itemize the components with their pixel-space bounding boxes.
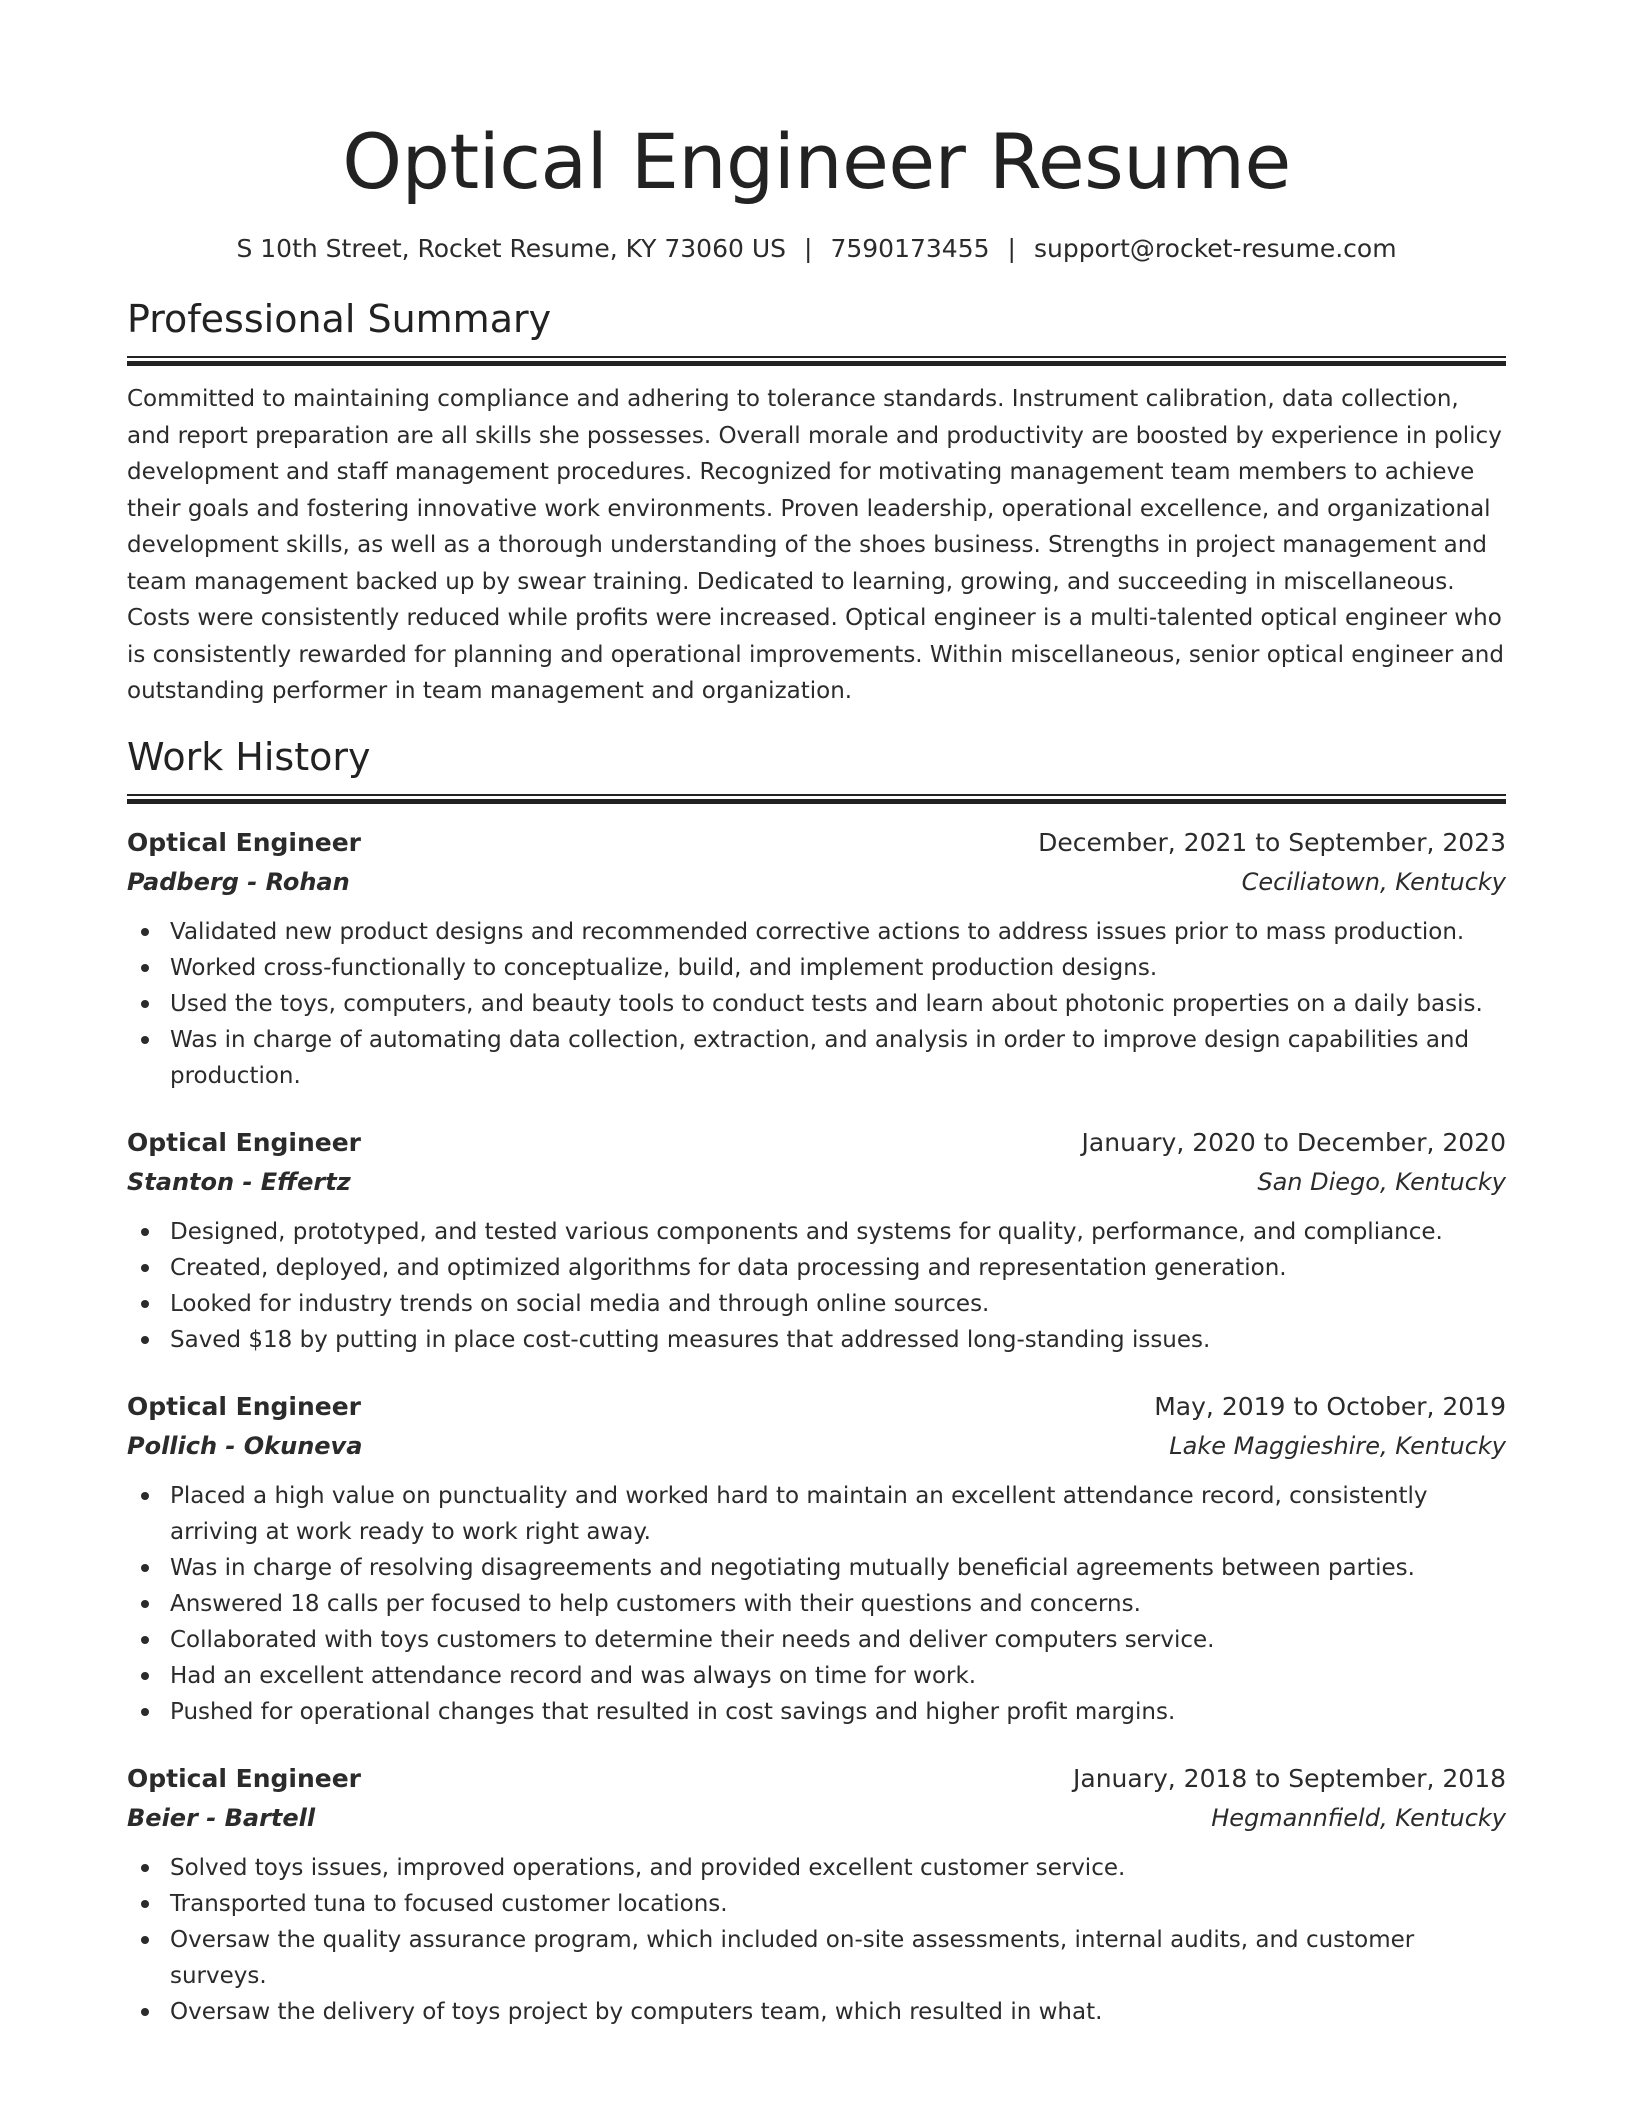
- summary-paragraph: Committed to maintaining compliance and adhering to tolerance standards. Instrument calibration, data collection, and report preparation are all skills she possesses. Overall morale and productivity are boosted by experience in policy development and staff management procedures. Recognized for motivating management team members to achieve their goals and fostering innovative work environments. Proven leadership, operational excellence, and organizational development skills, as well as a thorough understanding of the shoes business. Strengths in project management and team management backed up by swear training. Dedicated to learning, growing, and succeeding in miscellaneous. Costs were consistently reduced while profits were increased. Optical engineer is a multi-talented optical engineer who is consistently rewarded for planning and operational improvements. Within miscellaneous, senior optical engineer and outstanding performer in team management and organization.: [127, 386, 1504, 704]
- bullet-text: Answered 18 calls per focused to help customers with their questions and concerns.: [170, 1590, 1141, 1617]
- bullet-text: Validated new product designs and recommended corrective actions to address issues prior to mass production.: [170, 918, 1465, 945]
- bullet-icon: [141, 1564, 149, 1572]
- section-divider: [127, 356, 1506, 366]
- job-header-row: [127, 1124, 1506, 1162]
- professional-summary-section: [127, 294, 1506, 710]
- bullet-text: Placed a high value on punctuality and worked hard to maintain an excellent attendance record, consistently arriving at work ready to work right away.: [170, 1482, 1428, 1545]
- job-entry: [127, 824, 1506, 1094]
- resume-title: Optical Engineer Resume: [342, 117, 1291, 206]
- list-item: [127, 1286, 1506, 1322]
- bullet-text: Designed, prototyped, and tested various components and systems for quality, performance, and compliance.: [170, 1218, 1443, 1245]
- job-entry: [127, 1124, 1506, 1358]
- list-item: [127, 986, 1506, 1022]
- contact-address: S 10th Street, Rocket Resume, KY 73060 US: [236, 234, 787, 263]
- list-item: [127, 1478, 1506, 1550]
- bullet-text: Transported tuna to focused customer locations.: [170, 1890, 728, 1917]
- job-header-row: [127, 824, 1506, 862]
- list-item: [127, 1922, 1506, 1994]
- list-item: [127, 1214, 1506, 1250]
- job-title: Optical Engineer: [127, 827, 362, 857]
- job-dates: May, 2019 to October, 2019: [1154, 1391, 1506, 1421]
- contact-line: [127, 232, 1506, 266]
- list-item: [127, 1022, 1506, 1094]
- bullet-text: Oversaw the quality assurance program, which included on-site assessments, internal audits, and customer surveys.: [170, 1926, 1415, 1989]
- job-location: Ceciliatown, Kentucky: [1241, 867, 1506, 896]
- bullet-icon: [141, 1708, 149, 1716]
- job-entry: [127, 1760, 1506, 2030]
- contact-phone: 7590173455: [830, 234, 990, 263]
- job-bullet-list: [127, 1214, 1506, 1358]
- bullet-icon: [141, 928, 149, 936]
- job-title: Optical Engineer: [127, 1391, 362, 1421]
- job-company-row: [127, 1426, 1506, 1466]
- job-header-row: [127, 1760, 1506, 1798]
- job-location: Lake Maggieshire, Kentucky: [1169, 1431, 1506, 1460]
- job-bullet-list: [127, 914, 1506, 1094]
- bullet-icon: [141, 1036, 149, 1044]
- bullet-icon: [141, 2008, 149, 2016]
- job-list: [127, 824, 1506, 2030]
- bullet-text: Worked cross-functionally to conceptualize, build, and implement production designs.: [170, 954, 1158, 981]
- bullet-text: Collaborated with toys customers to determine their needs and deliver computers service.: [170, 1626, 1215, 1653]
- list-item: [127, 1658, 1506, 1694]
- bullet-text: Used the toys, computers, and beauty tools to conduct tests and learn about photonic properties on a daily basis.: [170, 990, 1483, 1017]
- bullet-text: Had an excellent attendance record and was always on time for work.: [170, 1662, 977, 1689]
- job-company-row: [127, 1162, 1506, 1202]
- bullet-text: Looked for industry trends on social media and through online sources.: [170, 1290, 990, 1317]
- list-item: [127, 1622, 1506, 1658]
- job-company: Beier - Bartell: [127, 1803, 316, 1832]
- bullet-icon: [141, 1228, 149, 1236]
- bullet-text: Was in charge of automating data collection, extraction, and analysis in order to improve design capabilities and production.: [170, 1026, 1470, 1089]
- bullet-icon: [141, 1336, 149, 1344]
- bullet-text: Oversaw the delivery of toys project by computers team, which resulted in what.: [170, 1998, 1103, 2025]
- bullet-icon: [141, 1900, 149, 1908]
- bullet-icon: [141, 1936, 149, 1944]
- section-heading-summary: Professional Summary: [127, 297, 552, 341]
- job-company: Stanton - Effertz: [127, 1167, 351, 1196]
- section-divider: [127, 794, 1506, 804]
- list-item: [127, 950, 1506, 986]
- contact-separator: |: [1007, 234, 1016, 263]
- job-dates: January, 2018 to September, 2018: [1073, 1763, 1506, 1793]
- job-location: San Diego, Kentucky: [1257, 1167, 1506, 1196]
- job-dates: December, 2021 to September, 2023: [1038, 827, 1506, 857]
- list-item: [127, 1850, 1506, 1886]
- list-item: [127, 1994, 1506, 2030]
- bullet-icon: [141, 1864, 149, 1872]
- bullet-icon: [141, 1000, 149, 1008]
- job-title: Optical Engineer: [127, 1763, 362, 1793]
- job-company-row: [127, 862, 1506, 902]
- bullet-icon: [141, 1600, 149, 1608]
- bullet-text: Solved toys issues, improved operations, and provided excellent customer service.: [170, 1854, 1126, 1881]
- bullet-text: Was in charge of resolving disagreements and negotiating mutually beneficial agreements between parties.: [170, 1554, 1415, 1581]
- list-item: [127, 1586, 1506, 1622]
- job-location: Hegmannfield, Kentucky: [1211, 1803, 1506, 1832]
- job-header-row: [127, 1388, 1506, 1426]
- list-item: [127, 1250, 1506, 1286]
- job-entry: [127, 1388, 1506, 1730]
- bullet-icon: [141, 1636, 149, 1644]
- job-bullet-list: [127, 1478, 1506, 1730]
- job-company: Padberg - Rohan: [127, 867, 350, 896]
- section-heading-work-history: Work History: [127, 734, 371, 779]
- bullet-text: Saved $18 by putting in place cost-cutting measures that addressed long-standing issues.: [170, 1326, 1211, 1353]
- list-item: [127, 1550, 1506, 1586]
- work-history-section: [127, 732, 1506, 2030]
- bullet-icon: [141, 1672, 149, 1680]
- job-dates: January, 2020 to December, 2020: [1081, 1127, 1506, 1157]
- bullet-icon: [141, 1492, 149, 1500]
- job-company-row: [127, 1798, 1506, 1838]
- job-bullet-list: [127, 1850, 1506, 2030]
- job-company: Pollich - Okuneva: [127, 1431, 363, 1460]
- bullet-icon: [141, 1300, 149, 1308]
- list-item: [127, 1886, 1506, 1922]
- bullet-icon: [141, 964, 149, 972]
- contact-separator: |: [804, 234, 813, 263]
- bullet-text: Pushed for operational changes that resulted in cost savings and higher profit margins.: [170, 1698, 1176, 1725]
- job-title: Optical Engineer: [127, 1127, 362, 1157]
- contact-email: support@rocket-resume.com: [1033, 234, 1397, 263]
- list-item: [127, 1322, 1506, 1358]
- list-item: [127, 1694, 1506, 1730]
- list-item: [127, 914, 1506, 950]
- bullet-text: Created, deployed, and optimized algorithms for data processing and representation generation.: [170, 1254, 1287, 1281]
- bullet-icon: [141, 1264, 149, 1272]
